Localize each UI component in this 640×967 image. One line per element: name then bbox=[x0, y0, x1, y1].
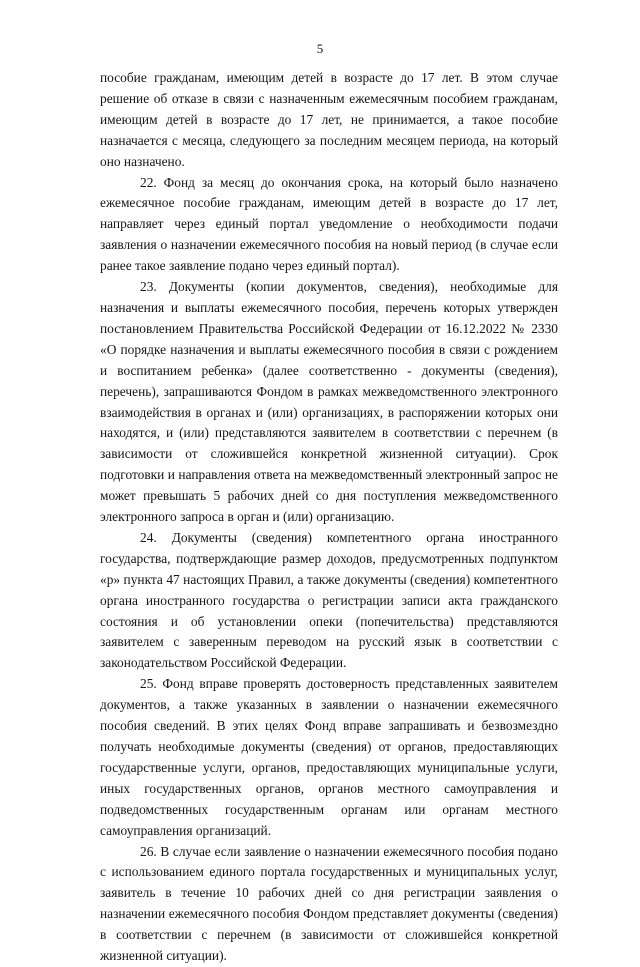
paragraph-continuation: пособие гражданам, имеющим детей в возрасте до 17 лет. В этом случае решение об отказе в связи с назначенным ежемесячным пособием гражданам, имеющим детей в возрасте до 17 лет, не принимается, а такое пособие назначается с месяца, следующего за последним месяцем периода, на который оно назначено. bbox=[100, 70, 558, 169]
paragraph-clause-25: 25. Фонд вправе проверять достоверность представленных заявителем документов, а также указанных в заявлении о назначении ежемесячного пособия сведений. В этих целях Фонд вправе запрашивать и безвозмездно получать необходимые документы (сведения) от органов, предоставляющих государственные услуги, органов, предоставляющих муниципальные услуги, иных государственных органов, органов местного самоуправления и подведомственных государственным органам или органам местного самоуправления организаций. bbox=[100, 676, 558, 838]
paragraph-clause-23: 23. Документы (копии документов, сведения), необходимые для назначения и выплаты ежемесячного пособия, перечень которых утвержден постановлением Правительства Российской Федерации от 16.12.2022 № 2330 «О порядке назначения и выплаты ежемесячного пособия в связи с рождением и воспитанием ребенка» (далее соответственно - документы (сведения), перечень), запрашиваются Фондом в рамках межведомственного электронного взаимодействия в органах и (или) организациях, в распоряжении которых они находятся, и (или) представляются заявителем в соответствии с перечнем (в зависимости от сложившейся конкретной жизненной ситуации). Срок подготовки и направления ответа на межведомственный электронный запрос не может превышать 5 рабочих дней со дня поступления межведомственного электронного запроса в орган и (или) организацию. bbox=[100, 279, 558, 525]
paragraph-clause-24: 24. Документы (сведения) компетентного органа иностранного государства, подтверждающие размер доходов, предусмотренных подпунктом «р» пункта 47 настоящих Правил, а также документы (сведения) компетентного органа иностранного государства о регистрации записи акта гражданского состояния и об установлении опеки (попечительства) представляются заявителем с заверенным переводом на русский язык в соответствии с законодательством Российской Федерации. bbox=[100, 529, 558, 671]
document-body bbox=[100, 68, 558, 967]
paragraph-clause-26: 26. В случае если заявление о назначении ежемесячного пособия подано с использованием единого портала государственных и муниципальных услуг, заявитель в течение 10 рабочих дней со дня регистрации заявления о назначении ежемесячного пособия Фондом представляет документы (сведения) в соответствии с перечнем (в зависимости от сложившейся конкретной жизненной ситуации). bbox=[100, 843, 558, 964]
paragraph-clause-22: 22. Фонд за месяц до окончания срока, на который было назначено ежемесячное пособие гражданам, имеющим детей в возрасте до 17 лет, направляет через единый портал уведомление о необходимости подачи заявления о назначении ежемесячного пособия на новый период (в случае если ранее такое заявление подано через единый портал). bbox=[100, 174, 558, 274]
page-number: 5 bbox=[316, 41, 324, 56]
